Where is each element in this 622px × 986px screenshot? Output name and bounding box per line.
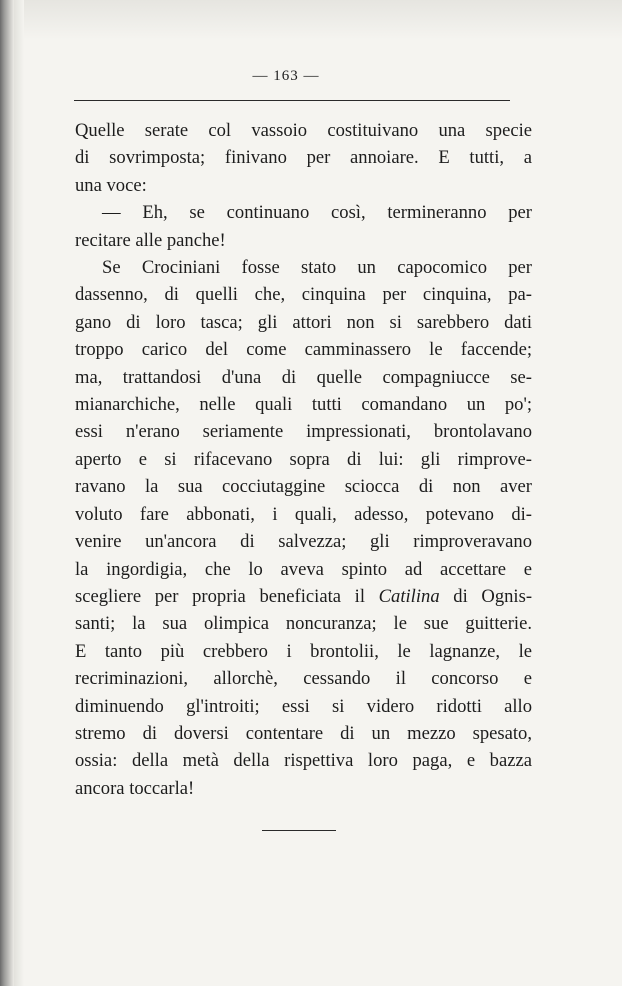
text-line: voluto fare abbonati, i quali, adesso, potevano di- <box>75 503 532 525</box>
text-line: Se Crociniani fosse stato un capocomico per <box>102 257 532 279</box>
text-line: di sovrimposta; finivano per annoiare. E tutti, a <box>75 147 532 169</box>
text-line: essi n'erano seriamente impressionati, brontolavano <box>75 421 532 443</box>
text-line: recriminazioni, allorchè, cessando il concorso e <box>75 668 532 690</box>
text-line: stremo di doversi contentare di un mezzo spesato, <box>75 722 532 744</box>
page-number: — 163 — <box>252 68 320 84</box>
text-line: ossia: della metà della rispettiva loro paga, e bazza <box>75 750 532 772</box>
text-line: mianarchiche, nelle quali tutti comandano un po'; <box>75 394 532 416</box>
page-top-shading <box>0 0 622 40</box>
header-rule <box>74 100 510 101</box>
text-line: venire un'ancora di salvezza; gli rimproveravano <box>75 531 532 553</box>
text-line: scegliere per propria beneficiata il Catilina di Ognis- <box>75 585 533 607</box>
text-line: ravano la sua cocciutaggine sciocca di non aver <box>75 476 532 498</box>
book-spine-shadow <box>0 0 14 986</box>
text-line: Quelle serate col vassoio costituivano una specie <box>75 120 532 141</box>
italic-title: Catilina <box>378 585 440 607</box>
text-line: troppo carico del come camminassero le faccende; <box>75 339 532 361</box>
text-line: gano di loro tasca; gli attori non si sarebbero dati <box>75 311 532 333</box>
text-line: diminuendo gl'introiti; essi si videro ridotti allo <box>75 695 532 717</box>
text-line: recitare alle panche! <box>75 229 226 251</box>
text-line: ma, trattandosi d'una di quelle compagniucce se- <box>75 366 532 388</box>
text-line: santi; la sua olimpica noncuranza; le sue guitterie. <box>75 613 532 635</box>
text-line: una voce: <box>75 174 147 196</box>
text-line: ancora toccarla! <box>75 777 195 799</box>
gutter-shadow <box>14 0 24 986</box>
text-line: — Eh, se continuano così, termineranno per <box>102 202 532 224</box>
text-line: la ingordigia, che lo aveva spinto ad accettare e <box>75 558 532 580</box>
text-line: E tanto più crebbero i brontolii, le lagnanze, le <box>75 640 532 662</box>
body-text <box>75 117 532 802</box>
text-line: dassenno, di quelli che, cinquina per cinquina, pa- <box>75 284 532 306</box>
end-rule <box>262 830 336 831</box>
text-line: aperto e si rifacevano sopra di lui: gli rimprove- <box>75 448 532 470</box>
